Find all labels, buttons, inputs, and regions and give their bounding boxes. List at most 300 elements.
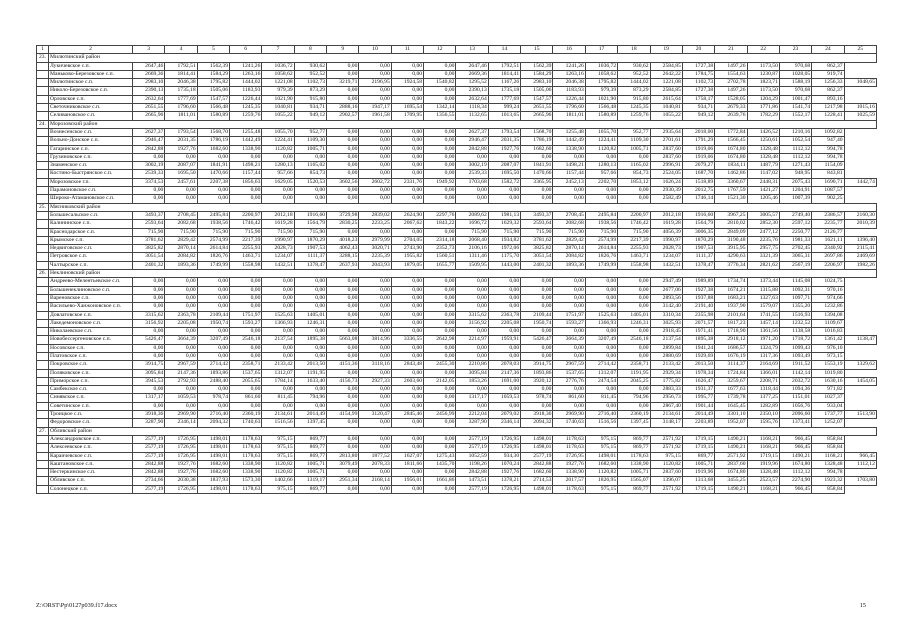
value-cell: 1929,69 (682, 352, 714, 360)
column-number-cell: 10 (359, 46, 391, 54)
table-row (37, 377, 877, 385)
value-cell: 3287,90 (133, 419, 165, 427)
value-cell: 1547,57 (197, 95, 229, 103)
value-cell: 1687,70 (682, 170, 714, 178)
value-cell: 1099,43 (779, 344, 811, 352)
value-cell: 1168,21 (747, 435, 779, 443)
value-cell: 0,00 (327, 286, 359, 294)
value-cell: 0,00 (294, 286, 326, 294)
value-cell: 1927,76 (553, 460, 585, 468)
column-number-cell: 5 (197, 46, 229, 54)
table-row (37, 286, 877, 294)
value-cell: 2792,93 (165, 377, 197, 385)
row-number-cell (37, 112, 49, 120)
value-cell: 1811,01 (165, 112, 197, 120)
value-cell: 1245,35 (618, 104, 650, 112)
value-cell: 1734,74 (715, 278, 747, 286)
value-cell: 1157,44 (553, 170, 585, 178)
value-cell: 2360,19 (230, 411, 262, 419)
value-cell: 869,77 (682, 452, 714, 460)
value-cell: 1094,36 (779, 386, 811, 394)
value-cell: 0,00 (618, 286, 650, 294)
district-number: 27. (37, 427, 49, 435)
value-cell: 2571,92 (650, 444, 682, 452)
table-row (37, 294, 877, 302)
value-cell: 0,00 (359, 352, 391, 360)
value-cell: 0,00 (327, 369, 359, 377)
row-number-cell (37, 386, 49, 394)
value-cell: 0,00 (488, 278, 520, 286)
value-cell: 1562,39 (197, 62, 229, 70)
value-cell: 0,00 (585, 195, 617, 203)
value-cell: 0,00 (488, 286, 520, 294)
value-cell: 1971,20 (747, 336, 779, 344)
value-cell: 0,00 (456, 187, 488, 195)
value-cell: 1703,68 (456, 178, 488, 186)
value-cell: 0,00 (133, 386, 165, 394)
value-cell: 1204,29 (747, 95, 779, 103)
value-cell: 0,00 (618, 386, 650, 394)
value-cell: 1087,57 (812, 187, 844, 195)
value-cell: 1817,23 (715, 319, 747, 327)
value-cell: 1737,77 (812, 411, 844, 419)
value-cell: 0,00 (424, 328, 456, 336)
table-row (37, 79, 877, 87)
value-cell: 952,77 (294, 128, 326, 136)
value-cell: 2902,57 (327, 112, 359, 120)
value-cell: 1690,71 (812, 178, 844, 186)
value-cell: 1183,93 (230, 87, 262, 95)
value-cell: 2577,19 (456, 444, 488, 452)
value-cell: 0,00 (359, 386, 391, 394)
value-cell: 2829,42 (553, 236, 585, 244)
value-cell: 1444,02 (230, 79, 262, 87)
value-cell: 869,77 (618, 485, 650, 493)
value-cell: 2632,64 (456, 95, 488, 103)
value-cell: 1498,21 (553, 162, 585, 170)
value-cell: 1724,84 (715, 369, 747, 377)
value-cell: 2837,60 (650, 469, 682, 477)
settlement-name: Вознесенское с.п. (49, 128, 133, 136)
value-cell: 1777,69 (488, 95, 520, 103)
value-cell: 5426,47 (521, 336, 553, 344)
table-row (37, 261, 877, 269)
column-number-cell: 20 (682, 46, 714, 54)
value-cell: 1931,37 (682, 386, 714, 394)
value-cell: 0,00 (424, 394, 456, 402)
value-cell: 0,00 (391, 286, 423, 294)
value-cell: 0,00 (133, 187, 165, 195)
value-cell: 3776,34 (715, 261, 747, 269)
row-number-cell (37, 361, 49, 369)
value-cell: 3190,48 (715, 236, 747, 244)
value-cell: 0,00 (618, 278, 650, 286)
value-cell: 715,90 (553, 228, 585, 236)
value-cell: 2012,75 (682, 187, 714, 195)
value-cell: 2212,04 (456, 411, 488, 419)
value-cell: 1241,26 (230, 62, 262, 70)
table-row (37, 104, 877, 112)
value-cell: 2217,39 (618, 236, 650, 244)
value-cell: 1682,60 (585, 460, 617, 468)
value-cell: 1497,26 (715, 87, 747, 95)
value-cell: 3321,39 (747, 253, 779, 261)
value-cell: 2078,33 (359, 460, 391, 468)
value-cell: 915,80 (294, 95, 326, 103)
value-cell: 3219,71 (327, 79, 359, 87)
value-cell: 1796,60 (165, 104, 197, 112)
value-cell: 0,00 (359, 153, 391, 161)
value-cell: 0,00 (424, 419, 456, 427)
row-number-cell (37, 352, 49, 360)
row-number-cell (37, 87, 49, 95)
value-cell: 2046,38 (553, 79, 585, 87)
value-cell: 0,00 (456, 402, 488, 410)
value-cell: 0,00 (359, 137, 391, 145)
district-header-row (37, 120, 877, 128)
table-row (37, 220, 877, 228)
value-cell: 0,00 (230, 328, 262, 336)
value-cell: 1735,18 (488, 87, 520, 95)
value-cell: 1629,32 (488, 220, 520, 228)
value-cell: 1338,90 (553, 145, 585, 153)
value-cell: 1682,60 (197, 469, 229, 477)
value-cell: 1147,02 (747, 170, 779, 178)
value-cell: 2203,89 (682, 419, 714, 427)
value-cell: 2842,88 (521, 460, 553, 468)
value-cell: 1521,30 (715, 195, 747, 203)
value-cell: 2888,16 (327, 104, 359, 112)
value-cell: 2584,85 (650, 62, 682, 70)
value-cell: 1221,08 (262, 79, 294, 87)
value-cell: 0,00 (424, 278, 456, 286)
value-cell: 0,00 (391, 469, 423, 477)
row-number-cell (37, 128, 49, 136)
value-cell: 869,77 (294, 444, 326, 452)
value-cell: 0,00 (359, 62, 391, 70)
value-cell: 0,00 (488, 153, 520, 161)
value-cell: 2918,45 (650, 328, 682, 336)
value-cell: 1361,56 (747, 328, 779, 336)
value-cell: 1025,59 (844, 112, 876, 120)
value-cell: 2714,42 (585, 361, 617, 369)
column-number-cell: 22 (747, 46, 779, 54)
value-cell: 0,00 (359, 469, 391, 477)
value-cell: 0,00 (585, 187, 617, 195)
value-cell: 1168,21 (747, 485, 779, 493)
value-cell: 1726,95 (165, 452, 197, 460)
value-cell: 1955,82 (391, 253, 423, 261)
value-cell: 3095,84 (133, 369, 165, 377)
value-cell: 1490,21 (779, 452, 811, 460)
value-cell: 1537,65 (553, 369, 585, 377)
value-cell: 1520,53 (294, 178, 326, 186)
value-cell: 2577,19 (133, 485, 165, 493)
value-cell: 0,00 (294, 294, 326, 302)
settlement-name: Широко-Атамановское с.п. (49, 195, 133, 203)
settlement-name: Крымское с.п. (49, 236, 133, 244)
value-cell: 1683,21 (715, 294, 747, 302)
value-cell: 0,00 (294, 187, 326, 195)
table-row (37, 253, 877, 261)
settlement-name: Морозовское г.п. (49, 178, 133, 186)
value-cell: 1927,76 (488, 145, 520, 153)
table-row (37, 95, 877, 103)
table-row (37, 87, 877, 95)
value-cell: 2642,22 (650, 70, 682, 78)
value-cell: 2469,69 (844, 253, 876, 261)
value-cell: 2669,36 (456, 70, 488, 78)
value-cell: 1525,63 (262, 311, 294, 319)
value-cell: 0,00 (424, 137, 456, 145)
value-cell: 2582,49 (650, 195, 682, 203)
table-row (37, 153, 877, 161)
value-cell: 2669,36 (133, 70, 165, 78)
value-cell: 1052,54 (779, 137, 811, 145)
value-cell: 1947,17 (359, 104, 391, 112)
value-cell: 0,00 (294, 328, 326, 336)
value-cell: 2297,76 (424, 211, 456, 219)
value-cell: 1505,06 (521, 87, 553, 95)
row-number-cell (37, 419, 49, 427)
district-header-row (37, 54, 877, 62)
value-cell: 966,45 (779, 444, 811, 452)
value-cell: 2109,44 (197, 311, 229, 319)
value-cell: 2714,53 (521, 477, 553, 485)
value-cell: 2133,42 (650, 361, 682, 369)
tariff-table (36, 45, 877, 494)
value-cell: 1956,01 (391, 477, 423, 485)
value-cell: 1168,21 (747, 444, 779, 452)
value-cell: 0,00 (197, 286, 229, 294)
value-cell: 2734,66 (133, 477, 165, 485)
value-cell: 2810,02 (715, 220, 747, 228)
value-cell: 0,00 (391, 344, 423, 352)
value-cell: 1811,66 (391, 460, 423, 468)
value-cell: 1740,63 (230, 419, 262, 427)
value-cell: 966,45 (844, 452, 876, 460)
value-cell: 2969,90 (553, 411, 585, 419)
value-cell: 0,00 (165, 386, 197, 394)
value-cell: 3156,92 (133, 319, 165, 327)
value-cell: 2842,88 (456, 469, 488, 477)
column-number-cell: 2 (49, 46, 133, 54)
value-cell: 2331,76 (391, 178, 423, 186)
value-cell: 0,00 (391, 278, 423, 286)
value-cell: 974,66 (812, 294, 844, 302)
settlement-name: Николаевское с.п. (49, 328, 133, 336)
value-cell: 0,00 (424, 87, 456, 95)
value-cell: 1619,28 (650, 220, 682, 228)
value-cell: 1013,65 (488, 112, 520, 120)
value-cell: 1055,70 (585, 128, 617, 136)
value-cell: 3664,39 (165, 336, 197, 344)
value-cell: 1621,11 (812, 236, 844, 244)
value-cell: 2208,71 (747, 377, 779, 385)
value-cell: 715,90 (585, 228, 617, 236)
value-cell: 4062,43 (327, 245, 359, 253)
value-cell: 0,00 (424, 311, 456, 319)
value-cell: 1916,60 (294, 211, 326, 219)
value-cell: 715,90 (133, 228, 165, 236)
value-cell: 2539,33 (133, 170, 165, 178)
value-cell: 1005,71 (294, 460, 326, 468)
row-number-cell (37, 452, 49, 460)
value-cell: 1167,26 (488, 79, 520, 87)
value-cell: 1109,67 (812, 319, 844, 327)
row-number-cell (37, 195, 49, 203)
value-cell: 1328,48 (812, 460, 844, 468)
value-cell: 1927,76 (165, 145, 197, 153)
value-cell: 975,15 (585, 485, 617, 493)
value-cell: 1927,76 (488, 469, 520, 477)
column-number-cell: 12 (424, 46, 456, 54)
value-cell: 0,00 (327, 70, 359, 78)
value-cell: 1138,58 (779, 328, 811, 336)
table-row (37, 444, 877, 452)
value-cell: 1111,37 (294, 253, 326, 261)
value-cell: 934,71 (682, 104, 714, 112)
value-cell: 869,77 (294, 435, 326, 443)
value-cell: 0,00 (585, 386, 617, 394)
value-cell: 1443,00 (488, 261, 520, 269)
value-cell: 0,00 (230, 402, 262, 410)
table-row (37, 319, 877, 327)
value-cell: 1740,63 (553, 419, 585, 427)
value-cell: 2935,64 (650, 128, 682, 136)
value-cell: 0,00 (553, 328, 585, 336)
value-cell: 2340,92 (812, 245, 844, 253)
value-cell: 1927,76 (165, 469, 197, 477)
value-cell: 2577,19 (456, 435, 488, 443)
value-cell: 0,00 (359, 145, 391, 153)
value-cell: 858,84 (812, 444, 844, 452)
value-cell: 0,00 (133, 195, 165, 203)
value-cell: 957,66 (262, 170, 294, 178)
value-cell: 0,00 (488, 402, 520, 410)
value-cell: 1568,70 (197, 128, 229, 136)
value-cell: 1841,91 (197, 162, 229, 170)
value-cell: 1686,57 (715, 344, 747, 352)
value-cell: 934,71 (294, 104, 326, 112)
row-number-cell (37, 477, 49, 485)
value-cell: 1726,95 (488, 435, 520, 443)
value-cell: 1442,49 (553, 137, 585, 145)
value-cell: 0,00 (456, 153, 488, 161)
value-cell: 1718,72 (779, 336, 811, 344)
value-cell: 2012,18 (650, 211, 682, 219)
row-number-cell (37, 286, 49, 294)
table-row (37, 145, 877, 153)
value-cell: 2457,61 (165, 178, 197, 186)
value-cell: 1981,33 (779, 236, 811, 244)
settlement-name: Самбекское с.п. (49, 386, 133, 394)
value-cell: 0,00 (327, 294, 359, 302)
value-cell: 1317,36 (747, 352, 779, 360)
row-number-cell (37, 344, 49, 352)
settlement-name: Советинское с.п. (49, 402, 133, 410)
value-cell: 2842,88 (133, 469, 165, 477)
value-cell: 2845,46 (391, 411, 423, 419)
value-cell: 1112,12 (779, 153, 811, 161)
value-cell: 1674,80 (715, 145, 747, 153)
footer-file-path: Z:\ORST\Pp\0127p039.f17.docx (36, 602, 118, 609)
value-cell: 1893,86 (521, 369, 553, 377)
value-cell: 0,00 (391, 485, 423, 493)
value-cell: 1005,71 (682, 460, 714, 468)
value-cell: 0,00 (585, 153, 617, 161)
table-row (37, 278, 877, 286)
value-cell: 2078,03 (488, 361, 520, 369)
value-cell: 1751,97 (230, 311, 262, 319)
value-cell: 0,00 (456, 294, 488, 302)
value-cell: 0,00 (521, 195, 553, 203)
value-cell: 1498,01 (197, 435, 229, 443)
value-cell: 0,00 (262, 386, 294, 394)
value-cell: 1246,31 (618, 319, 650, 327)
value-cell: 1564,79 (682, 220, 714, 228)
value-cell: 0,00 (359, 195, 391, 203)
column-number-cell: 24 (812, 46, 844, 54)
value-cell: 1726,95 (165, 485, 197, 493)
value-cell: 1505,06 (197, 87, 229, 95)
value-cell: 1895,38 (682, 336, 714, 344)
value-cell: 1584,29 (197, 70, 229, 78)
value-cell: 0,00 (165, 278, 197, 286)
value-cell: 3336,55 (391, 336, 423, 344)
value-cell: 3051,54 (133, 253, 165, 261)
value-cell: 2191,40 (682, 303, 714, 311)
value-cell: 1645,45 (715, 402, 747, 410)
value-cell: 0,00 (585, 328, 617, 336)
value-cell: 1040,81 (650, 104, 682, 112)
value-cell: 1027,37 (812, 394, 844, 402)
value-cell: 0,00 (133, 303, 165, 311)
value-cell: 3065,31 (779, 253, 811, 261)
district-name: Милютинский район (49, 54, 877, 62)
value-cell: 1092,31 (779, 286, 811, 294)
value-cell: 1741,55 (747, 311, 779, 319)
value-cell: 1777,69 (165, 95, 197, 103)
value-cell: 1005,71 (294, 145, 326, 153)
district-header-row (37, 427, 877, 435)
value-cell: 0,00 (521, 303, 553, 311)
value-cell: 0,00 (456, 278, 488, 286)
value-cell: 0,00 (521, 352, 553, 360)
column-number-cell: 9 (327, 46, 359, 54)
value-cell: 3664,39 (553, 336, 585, 344)
value-cell: 854,73 (294, 170, 326, 178)
value-cell: 1841,91 (521, 162, 553, 170)
value-cell: 2627,37 (456, 128, 488, 136)
value-cell: 1338,90 (230, 460, 262, 468)
value-cell: 1674,21 (715, 286, 747, 294)
value-cell: 1028,05 (779, 70, 811, 78)
value-cell: 0,00 (391, 62, 423, 70)
value-cell: 0,00 (359, 435, 391, 443)
value-cell: 715,90 (618, 228, 650, 236)
value-cell: 1907,53 (682, 245, 714, 253)
value-cell: 715,90 (488, 228, 520, 236)
value-cell: 2205,08 (488, 319, 520, 327)
value-cell: 0,00 (294, 153, 326, 161)
column-number-cell: 16 (553, 46, 585, 54)
value-cell: 0,00 (456, 195, 488, 203)
value-cell: 3079,49 (327, 460, 359, 468)
value-cell: 1775,82 (650, 377, 682, 385)
value-cell: 1366,93 (262, 319, 294, 327)
value-cell: 3002,19 (456, 162, 488, 170)
